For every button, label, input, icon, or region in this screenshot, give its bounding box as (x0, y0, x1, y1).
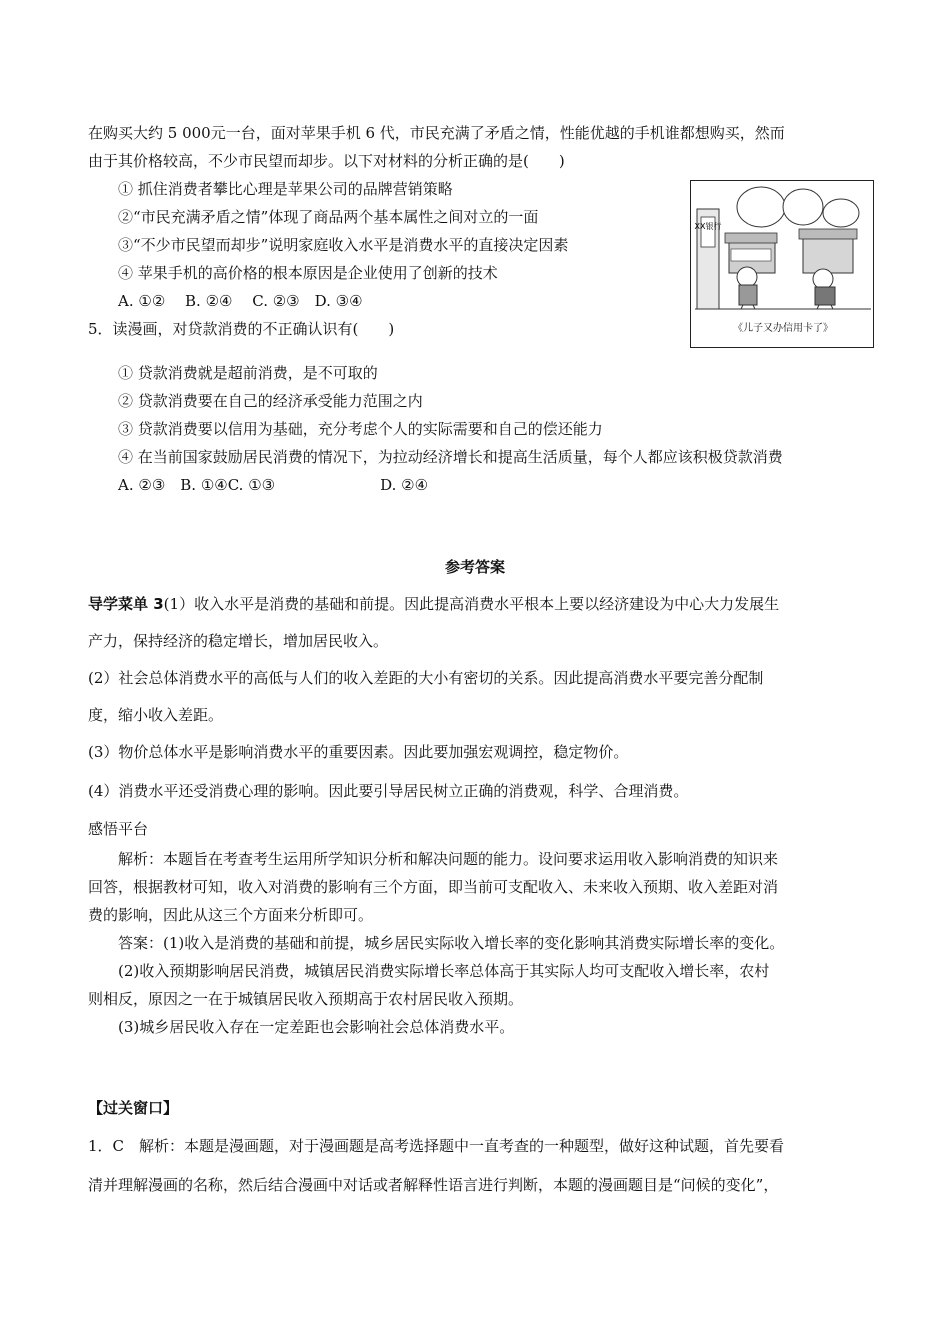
cartoon-credit-card (690, 180, 874, 348)
q5-option-4: ④ 在当前国家鼓励居民消费的情况下，为拉动经济增长和提高生活质量，每个人都应该积极贷款消费 (118, 448, 783, 466)
menu-label: 导学菜单 3 (88, 595, 164, 613)
ganwu-title: 感悟平台 (88, 820, 149, 838)
menu-line-2a: (2）社会总体消费水平的高低与人们的收入差距的大小有密切的关系。因此提高消费水平要完善分配制 (88, 669, 764, 687)
menu-line-1-text: (1）收入水平是消费的基础和前提。因此提高消费水平根本上要以经济建设为中心大力发展生 (163, 595, 780, 613)
analysis-line-2: 回答，根据教材可知，收入对消费的影响有三个方面，即当前可支配收入、未来收入预期、收入差距对消 (88, 878, 779, 896)
menu-line-3: (3）物价总体水平是影响消费水平的重要因素。因此要加强宏观调控，稳定物价。 (88, 743, 629, 761)
answer-line-1: 答案：(1)收入是消费的基础和前提，城乡居民实际收入增长率的变化影响其消费实际增长率的变化。 (118, 934, 785, 952)
q4-option-2: ②“市民充满矛盾之情”体现了商品两个基本属性之间对立的一面 (118, 208, 539, 226)
menu-line-1b: 产力，保持经济的稳定增长，增加居民收入。 (88, 632, 389, 650)
analysis-line-3: 费的影响，因此从这三个方面来分析即可。 (88, 906, 374, 924)
answer-line-2b: 则相反，原因之一在于城镇居民收入预期高于农村居民收入预期。 (88, 990, 524, 1008)
answer-line-2a: (2)收入预期影响居民消费，城镇居民消费实际增长率总体高于其实际人均可支配收入增长率，农村 (118, 962, 770, 980)
q5-option-3: ③ 贷款消费要以信用为基础，充分考虑个人的实际需要和自己的偿还能力 (118, 420, 603, 438)
answer-line-3: (3)城乡居民收入存在一定差距也会影响社会总体消费水平。 (118, 1018, 515, 1036)
q4-option-1: ① 抓住消费者攀比心理是苹果公司的品牌营销策略 (118, 180, 453, 198)
analysis-line-1: 解析：本题旨在考查考生运用所学知识分析和解决问题的能力。设问要求运用收入影响消费的知识来 (118, 850, 779, 868)
q5-choices: A. ②③ B. ①④C. ①③ D. ②④ (118, 476, 429, 494)
bank-sign: XX银行 (694, 222, 722, 231)
menu-line-1 (88, 594, 779, 614)
answers-title: 参考答案 (444, 558, 505, 576)
q4-option-4: ④ 苹果手机的高价格的根本原因是企业使用了创新的技术 (118, 264, 498, 282)
cartoon-caption: 《儿子又办信用卡了》 (733, 323, 833, 334)
q5-stem: 5．读漫画，对贷款消费的不正确认识有( ) (88, 320, 395, 338)
q5-option-1: ① 贷款消费就是超前消费，是不可取的 (118, 364, 378, 382)
q4-stem-line-1: 在购买大约 5 000元一台，面对苹果手机 6 代，市民充满了矛盾之情，性能优越的手机谁都想购买，然而 (88, 124, 785, 142)
guoguan-title: 【过关窗口】 (88, 1099, 179, 1117)
q5-option-2: ② 贷款消费要在自己的经济承受能力范围之内 (118, 392, 423, 410)
guoguan-line-2: 清并理解漫画的名称，然后结合漫画中对话或者解释性语言进行判断，本题的漫画题目是“问候的变化”， (88, 1176, 779, 1194)
guoguan-line-1: 1．C 解析：本题是漫画题，对于漫画题是高考选择题中一直考查的一种题型，做好这种试题，首先要看 (88, 1137, 785, 1155)
menu-line-2b: 度，缩小收入差距。 (88, 706, 224, 724)
menu-line-4: (4）消费水平还受消费心理的影响。因此要引导居民树立正确的消费观，科学、合理消费。 (88, 782, 689, 800)
q4-choices: A. ①② B. ②④ C. ②③ D. ③④ (118, 292, 363, 310)
q4-stem-line-2: 由于其价格较高，不少市民望而却步。以下对材料的分析正确的是( ) (88, 152, 565, 170)
q4-option-3: ③“不少市民望而却步”说明家庭收入水平是消费水平的直接决定因素 (118, 236, 569, 254)
